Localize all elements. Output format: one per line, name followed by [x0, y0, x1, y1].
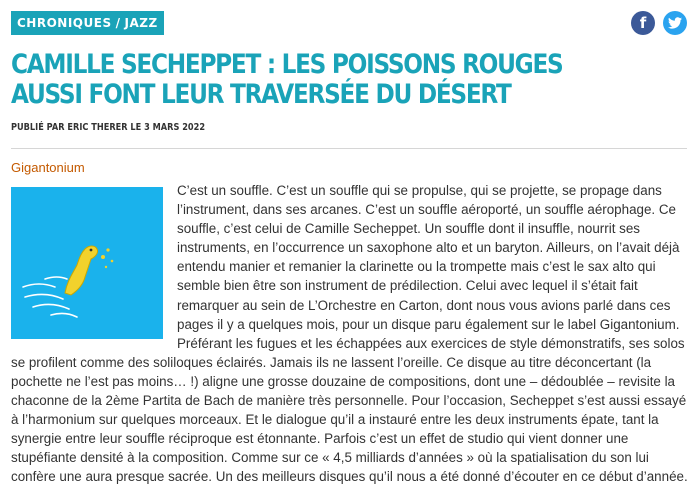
category-secondary[interactable]: JAZZ	[124, 16, 158, 30]
article-title: CAMILLE SECHEPPET : LES POISSONS ROUGES AUSSI FONT LEUR TRAVERSÉE DU DÉSERT	[11, 49, 563, 110]
label-name[interactable]: Gigantonium	[11, 160, 85, 175]
article-byline: PUBLIÉ PAR ERIC THERER LE 3 MARS 2022	[11, 122, 206, 133]
header-row	[11, 11, 687, 37]
category-separator: /	[115, 16, 121, 30]
divider	[11, 148, 687, 149]
facebook-icon: f	[639, 14, 647, 32]
article-body	[11, 181, 691, 487]
social-share	[631, 11, 687, 35]
cover-float-space	[11, 181, 177, 344]
twitter-share-button[interactable]	[663, 11, 687, 35]
category-primary[interactable]: CHRONIQUES	[17, 16, 112, 30]
article-body-text: C’est un souffle. C’est un souffle qui se propulse, qui se projette, se propage dans l’instrument, dans ses arcanes. C’est un souffle aéroporté, un souffle aérophage. Ce souffle, c’est celui de Camille Secheppet. Un souffle dont il insuffle, nourrit ses instruments, en l’occurrence un saxophone alto et un baryton. Ailleurs, on l’avait déjà entendu manier et remanier la clarinette ou la trompette mais c’est le sax alto qui semble bien être son instrument de prédilection. Celui avec lequel il s’était fait remarquer au sein de L’Orchestre en Carton, dont nous vous avions parlé dans ces pages il y a quelques mois, pour un disque paru également sur le label Gigantonium. Préférant les fugues et les échappées aux exercices de style démonstratifs, ses solos se profilent comme des soliloques éclairés. Jamais ils ne lassent l’oreille. Ce disque au titre déconcertant (la pochette ne l’est pas moins… !) aligne une grosse douzaine de compositions, dont une – dédoublée – revisite la chaconne de la 2ème Partita de Bach de manière très personnelle. Pour l’occasion, Secheppet s’est aussi essayé à l’harmonium sur quelques morceaux. Et le dialogue qu’il a instauré entre les deux instruments épate, tant la synergie entre leur souffle réciproque est étonnante. Parfois c’est un effet de studio qui vient donner une stupéfiante densité à la composition. Comme sur ce « 4,5 milliards d’années » où la spatialisation du son lui confère une aura presque sacrée. Un des meilleurs disques qu’il nous a été donné d’écouter en ce début d’année.	[11, 183, 688, 485]
facebook-share-button[interactable]	[631, 11, 655, 35]
category-badge[interactable]	[11, 11, 164, 35]
twitter-icon	[668, 17, 682, 29]
